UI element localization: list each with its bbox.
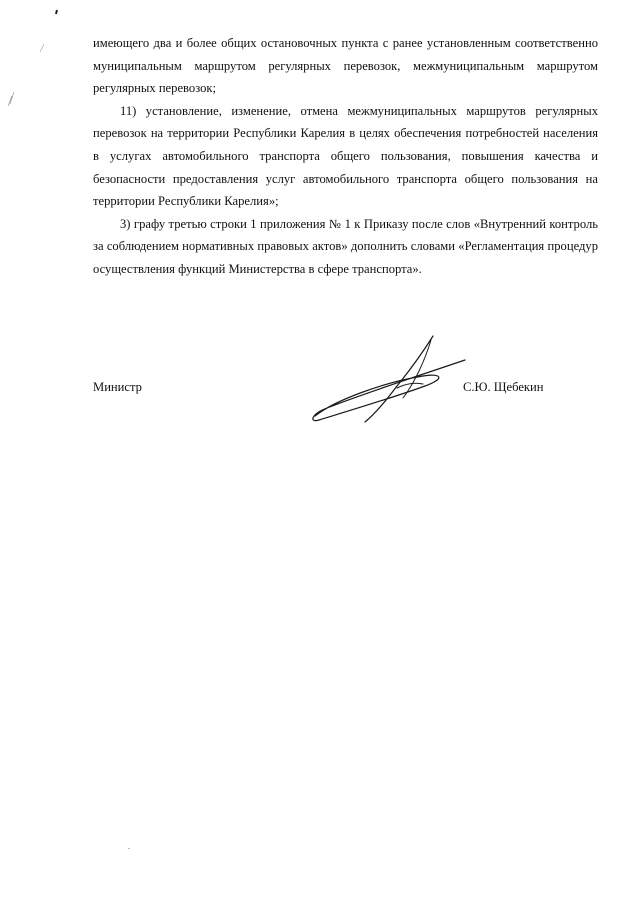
paragraph-item-3: 3) графу третью строки 1 приложения № 1 к Приказу после слов «Внутренний контроль за соблюдением нормативных правовых актов» дополнить словами «Регламентация процедур осуществления функций Министерства в сфере транспорта». (93, 216, 598, 276)
paragraph-continuation: имеющего два и более общих остановочных пункта с ранее установленным соответственно муниципальным маршрутом регулярных перевозок, межмуниципальным маршрутом регулярных перевозок; (93, 36, 598, 96)
paragraph-item-11: 11) установление, изменение, отмена межмуниципальных маршрутов регулярных перевозок на территории Республики Карелия в целях обеспечения потребностей населения в услугах автомобильного транспорта общего пользования, повышения качества и безопасности предоставления услуг автомобильного транспорта общего пользования на территории Республики Карелия»; (93, 103, 598, 209)
scan-faint-mark (8, 92, 14, 106)
signatory-name: С.Ю. Щебекин (463, 380, 544, 394)
signatory-title: Министр (93, 380, 142, 394)
body-text (93, 32, 598, 281)
scan-speck-mark (56, 10, 57, 14)
scan-faint-mark (40, 44, 44, 52)
handwritten-signature (305, 330, 480, 430)
scan-dust-speck (128, 848, 130, 849)
margin-scan-marks (0, 0, 60, 140)
